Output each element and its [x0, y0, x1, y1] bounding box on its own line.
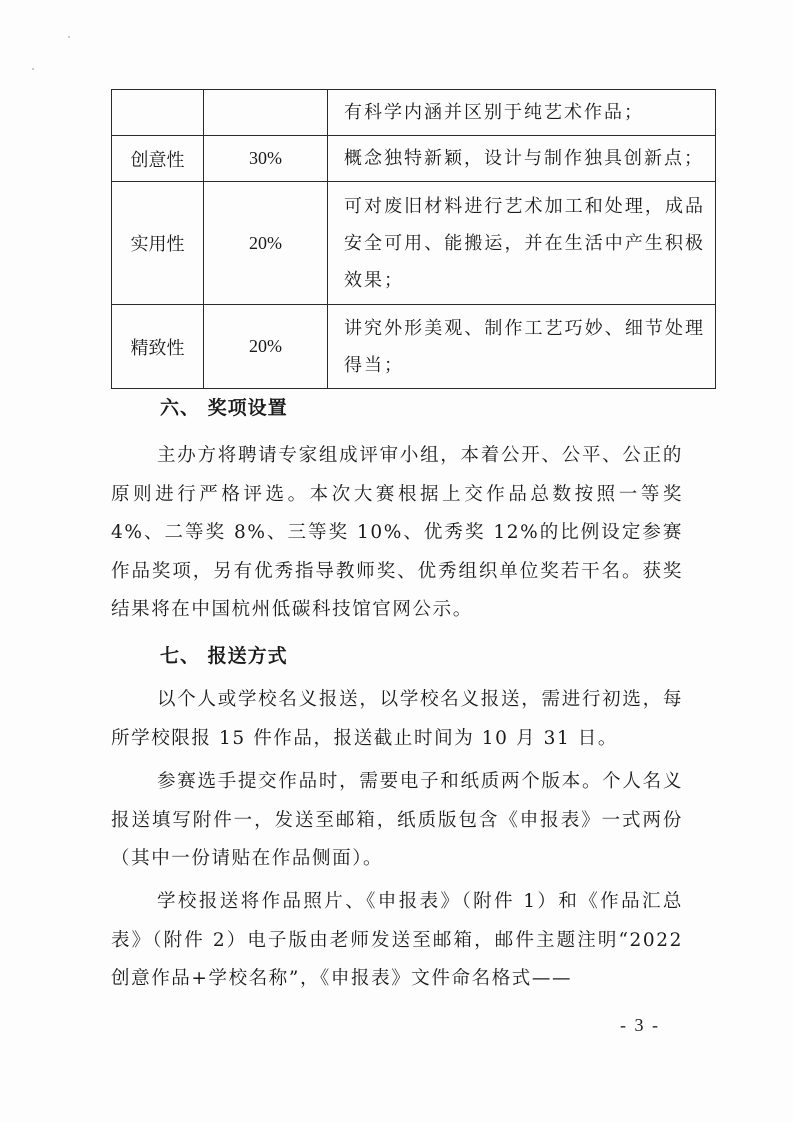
- description-cell: 概念独特新颖，设计与制作独具创新点；: [328, 136, 716, 182]
- section6-heading: 六、 奖项设置: [160, 397, 288, 419]
- scan-speck: [32, 68, 34, 70]
- description-cell: 可对废旧材料进行艺术加工和处理，成品安全可用、能搬运，并在生活中产生积极效果；: [328, 182, 716, 305]
- criterion-cell: [112, 90, 204, 136]
- section7-paragraph-2: 参赛选手提交作品时，需要电子和纸质两个版本。个人名义报送填写附件一，发送至邮箱，纸质版包含《申报表》一式两份（其中一份请贴在作品侧面）。: [111, 771, 683, 869]
- section7-paragraph-3: 学校报送将作品照片、《申报表》（附件 1）和《作品汇总表》（附件 2）电子版由老师发送至邮箱，邮件主题注明“2022 创意作品+学校名称”，《申报表》文件命名格式——: [111, 891, 683, 989]
- weight-cell: [204, 90, 328, 136]
- table-row: [112, 136, 716, 182]
- section7-paragraph-1: 以个人或学校名义报送，以学校名义报送，需进行初选，每所学校限报 15 件作品，报送截止时间为 10 月 31 日。: [111, 689, 683, 749]
- weight-cell: 30%: [204, 136, 328, 182]
- table-row: [112, 182, 716, 305]
- criterion-cell: 创意性: [112, 136, 204, 182]
- weight-cell: 20%: [204, 182, 328, 305]
- criterion-cell: 实用性: [112, 182, 204, 305]
- weight-cell: 20%: [204, 305, 328, 389]
- page-number: - 3 -: [620, 1015, 660, 1035]
- section6-paragraph: 主办方将聘请专家组成评审小组，本着公开、公平、公正的原则进行严格评选。本次大赛根据上交作品总数按照一等奖 4%、二等奖 8%、三等奖 10%、优秀奖 12%的比例设定参赛作品奖项，另有优秀指导教师奖、优秀组织单位奖若干名。获奖结果将在中国杭州低碳科技馆官网公示。: [111, 445, 683, 620]
- table-row: [112, 90, 716, 136]
- criterion-cell: 精致性: [112, 305, 204, 389]
- section7-heading: 七、 报送方式: [160, 645, 288, 667]
- description-cell: 讲究外形美观、制作工艺巧妙、细节处理得当；: [328, 305, 716, 389]
- description-cell: 有科学内涵并区别于纯艺术作品；: [328, 90, 716, 136]
- table-row: [112, 305, 716, 389]
- scoring-criteria-table: [111, 89, 716, 389]
- scan-speck: [68, 36, 70, 38]
